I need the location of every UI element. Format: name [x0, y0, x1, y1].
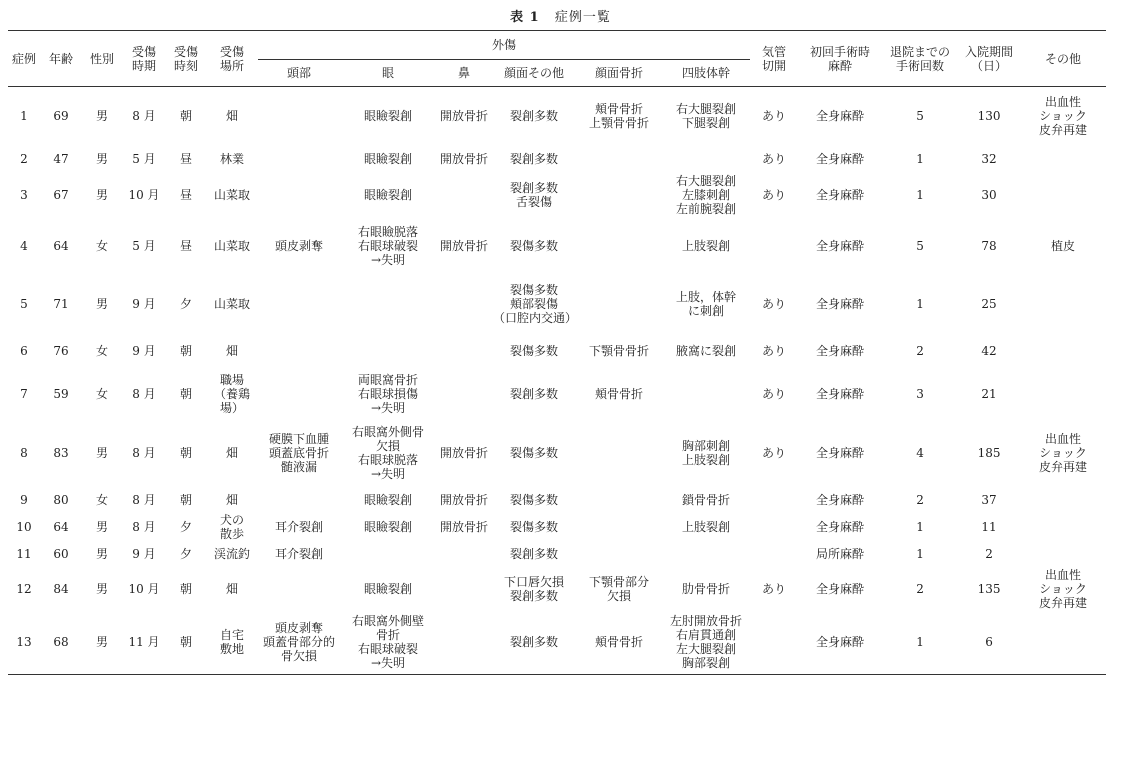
cell-limbs: 胸部刺創 上肢裂創 [682, 438, 731, 467]
cell-age: 71 [53, 296, 69, 311]
cell-age: 76 [53, 343, 69, 358]
cell-head [258, 145, 340, 173]
cell-tracheotomy: あり [762, 581, 787, 596]
cell-limbs: 右大腿裂創 下腿裂創 [676, 101, 737, 130]
cell-injury-month: 9 月 [132, 546, 156, 561]
table-row [8, 419, 1106, 487]
cell-sex: 男 [95, 519, 108, 534]
cell-face-other: 裂傷多数 [509, 492, 558, 507]
cell-limbs: 右大腿裂創 左膝刺創 左前腕裂創 [676, 173, 737, 216]
cell-other [1020, 487, 1106, 513]
cell-sex: 男 [95, 445, 108, 460]
cell-case: 10 [16, 519, 32, 534]
cell-nose: 開放骨折 [439, 492, 488, 507]
cell-age: 64 [53, 238, 69, 253]
cell-eye [340, 541, 436, 567]
cell-face-fracture [576, 487, 662, 513]
header-anesthesia: 初回手術時 麻酔 [798, 31, 882, 87]
cell-nose [436, 567, 492, 611]
cell-face-other: 裂傷多数 [509, 343, 558, 358]
cell-face-fracture [576, 217, 662, 275]
table-row [8, 611, 1106, 675]
cell-hospital-days: 130 [977, 108, 1001, 123]
cell-injury-time: 朝 [179, 343, 192, 358]
cell-anesthesia: 全身麻酔 [816, 238, 865, 253]
cell-face-other: 裂傷多数 [509, 445, 558, 460]
table-row [8, 275, 1106, 333]
table-row [8, 541, 1106, 567]
cell-surgery-count: 1 [882, 611, 958, 675]
cell-injury-place: 畑 [225, 343, 238, 358]
cell-tracheotomy [750, 611, 798, 675]
cell-surgery-count: 3 [916, 386, 924, 401]
cell-sex: 男 [82, 611, 122, 675]
case-table [8, 30, 1106, 675]
cell-surgery-count: 2 [916, 343, 924, 358]
cell-case: 5 [20, 296, 28, 311]
cell-surgery-count: 1 [916, 546, 924, 561]
cell-limbs [662, 369, 750, 419]
cell-nose: 開放骨折 [439, 445, 488, 460]
cell-face-other: 裂創多数 [509, 108, 558, 123]
cell-limbs: 上肢裂創 [682, 238, 731, 253]
cell-face-fracture: 頬骨骨折 [594, 386, 643, 401]
cell-injury-time: 朝 [179, 445, 192, 460]
cell-sex: 男 [95, 581, 108, 596]
cell-eye: 眼瞼裂創 [363, 151, 412, 166]
cell-other [1020, 275, 1106, 333]
cell-head [258, 369, 340, 419]
cell-nose [436, 369, 492, 419]
cell-face-fracture [576, 513, 662, 541]
cell-case: 6 [20, 343, 28, 358]
cell-hospital-days: 32 [981, 151, 997, 166]
cell-anesthesia: 全身麻酔 [816, 108, 865, 123]
cell-eye [340, 333, 436, 369]
cell-injury-place: 山菜取 [213, 238, 250, 253]
header-eye: 眼 [340, 60, 436, 87]
cell-case: 8 [20, 445, 28, 460]
header-limbs: 四肢体幹 [662, 60, 750, 87]
cell-head [258, 333, 340, 369]
table-row [8, 513, 1106, 541]
cell-tracheotomy [750, 541, 798, 567]
cell-anesthesia: 局所麻酔 [816, 546, 865, 561]
cell-injury-time: 夕 [179, 546, 192, 561]
header-injury-time: 受傷 時刻 [166, 31, 206, 87]
cell-anesthesia: 全身麻酔 [816, 296, 865, 311]
cell-head: 頭皮剥奪 [274, 238, 323, 253]
cell-injury-month: 8 月 [132, 445, 156, 460]
cell-injury-place: 自宅 敷地 [206, 611, 258, 675]
cell-injury-month: 9 月 [132, 296, 156, 311]
header-head: 頭部 [258, 60, 340, 87]
cell-sex: 女 [95, 238, 108, 253]
cell-limbs [662, 145, 750, 173]
cell-face-fracture: 下顎骨部分 欠損 [588, 574, 649, 603]
cell-face-fracture: 頬骨骨折 [576, 611, 662, 675]
table-caption [0, 6, 1121, 25]
cell-other: 出血性 ショック 皮弁再建 [1039, 94, 1088, 137]
cell-other [1020, 173, 1106, 217]
cell-injury-place: 職場 （養鶏場） [213, 372, 250, 415]
cell-hospital-days: 78 [981, 238, 997, 253]
cell-surgery-count: 4 [916, 445, 924, 460]
cell-injury-month: 11 月 [122, 611, 166, 675]
cell-case: 2 [20, 151, 28, 166]
cell-hospital-days: 21 [981, 386, 997, 401]
cell-age: 68 [40, 611, 82, 675]
cell-other [1020, 541, 1106, 567]
cell-limbs: 腋窩に裂創 [676, 343, 737, 358]
cell-injury-place: 畑 [225, 581, 238, 596]
cell-head: 頭皮剥奪 頭蓋骨部分的 骨欠損 [258, 611, 340, 675]
cell-hospital-days: 37 [981, 492, 997, 507]
cell-case: 1 [20, 108, 28, 123]
cell-eye: 眼瞼裂創 [363, 187, 412, 202]
header-trauma: 外傷 [258, 31, 750, 60]
cell-injury-time: 昼 [179, 238, 192, 253]
cell-injury-time: 朝 [179, 108, 192, 123]
cell-surgery-count: 5 [916, 238, 924, 253]
cell-tracheotomy: あり [762, 343, 787, 358]
cell-other [1020, 369, 1106, 419]
cell-other: 出血性 ショック 皮弁再建 [1039, 567, 1088, 610]
cell-nose: 開放骨折 [439, 151, 488, 166]
cell-injury-place: 畑 [225, 108, 238, 123]
table-row [8, 369, 1106, 419]
cell-injury-month: 8 月 [132, 519, 156, 534]
cell-tracheotomy [750, 513, 798, 541]
cell-limbs: 上肢，体幹 に刺創 [676, 289, 737, 318]
cell-eye: 右眼窩外側骨 欠損 右眼球脱落 →失明 [351, 424, 424, 481]
cell-injury-month: 10 月 [128, 187, 160, 202]
cell-sex: 男 [95, 187, 108, 202]
cell-head [258, 567, 340, 611]
cell-case: 3 [20, 187, 28, 202]
cell-head [258, 487, 340, 513]
cell-surgery-count: 5 [916, 108, 924, 123]
cell-age: 84 [53, 581, 69, 596]
cell-injury-place: 山菜取 [213, 296, 250, 311]
cell-hospital-days: 135 [977, 581, 1001, 596]
cell-face-other: 裂創多数 舌裂傷 [509, 180, 558, 209]
cell-hospital-days: 42 [981, 343, 997, 358]
cell-head [258, 275, 340, 333]
cell-nose [436, 275, 492, 333]
cell-injury-time: 朝 [179, 386, 192, 401]
cell-injury-month: 8 月 [132, 108, 156, 123]
cell-face-fracture [576, 541, 662, 567]
cell-limbs [662, 541, 750, 567]
cell-sex: 男 [95, 296, 108, 311]
cell-age: 80 [53, 492, 69, 507]
header-injury-month: 受傷 時期 [122, 31, 166, 87]
cell-anesthesia: 全身麻酔 [798, 611, 882, 675]
cell-hospital-days: 6 [958, 611, 1020, 675]
cell-nose: 開放骨折 [439, 238, 488, 253]
cell-limbs: 上肢裂創 [682, 519, 731, 534]
cell-eye: 眼瞼裂創 [363, 492, 412, 507]
cell-anesthesia: 全身麻酔 [816, 187, 865, 202]
cell-surgery-count: 2 [916, 581, 924, 596]
cell-case: 11 [16, 546, 32, 561]
cell-injury-time: 朝 [166, 611, 206, 675]
cell-anesthesia: 全身麻酔 [816, 581, 865, 596]
cell-other [1020, 145, 1106, 173]
cell-other: 植皮 [1051, 238, 1076, 253]
cell-face-other: 裂創多数 [509, 386, 558, 401]
cell-face-other: 裂傷多数 [509, 238, 558, 253]
cell-age: 69 [53, 108, 69, 123]
cell-age: 60 [53, 546, 69, 561]
cell-injury-month: 8 月 [132, 386, 156, 401]
cell-anesthesia: 全身麻酔 [816, 151, 865, 166]
cell-age: 47 [53, 151, 69, 166]
cell-age: 64 [53, 519, 69, 534]
cell-nose [436, 611, 492, 675]
cell-nose [436, 333, 492, 369]
cell-case: 7 [20, 386, 28, 401]
table-number: 表 1 [510, 10, 540, 25]
header-age: 年齢 [40, 31, 82, 87]
cell-injury-month: 8 月 [132, 492, 156, 507]
cell-tracheotomy: あり [762, 296, 787, 311]
cell-sex: 女 [95, 492, 108, 507]
table-title: 症例一覧 [554, 10, 611, 25]
cell-hospital-days: 11 [981, 519, 997, 534]
cell-face-other: 裂傷多数 [509, 519, 558, 534]
cell-limbs: 肋骨骨折 [682, 581, 731, 596]
cell-injury-month: 10 月 [128, 581, 160, 596]
cell-face-other: 下口唇欠損 裂創多数 [503, 574, 564, 603]
cell-eye: 眼瞼裂創 [363, 581, 412, 596]
cell-age: 59 [53, 386, 69, 401]
cell-head: 耳介裂創 [274, 546, 323, 561]
header-face-other: 顔面その他 [492, 60, 576, 87]
cell-face-fracture: 下顎骨骨折 [588, 343, 649, 358]
header-face-fracture: 顔面骨折 [576, 60, 662, 87]
header-nose: 鼻 [436, 60, 492, 87]
cell-eye: 右眼瞼脱落 右眼球破裂 →失明 [357, 224, 418, 267]
table-row [8, 145, 1106, 173]
table-row [8, 487, 1106, 513]
cell-injury-time: 朝 [179, 492, 192, 507]
cell-head [258, 173, 340, 217]
cell-nose: 開放骨折 [439, 519, 488, 534]
table-row [8, 87, 1106, 145]
cell-surgery-count: 1 [916, 187, 924, 202]
cell-hospital-days: 25 [981, 296, 997, 311]
cell-limbs: 左肘開放骨折 右肩貫通創 左大腿裂創 胸部裂創 [662, 611, 750, 675]
cell-injury-month: 5 月 [132, 238, 156, 253]
cell-tracheotomy: あり [762, 151, 787, 166]
cell-age: 83 [53, 445, 69, 460]
cell-face-other: 裂創多数 [492, 611, 576, 675]
cell-injury-place: 畑 [225, 445, 238, 460]
cell-hospital-days: 30 [981, 187, 997, 202]
cell-sex: 男 [95, 108, 108, 123]
cell-face-other: 裂創多数 [509, 151, 558, 166]
cell-injury-time: 昼 [179, 187, 192, 202]
cell-tracheotomy: あり [762, 386, 787, 401]
cell-eye [340, 275, 436, 333]
cell-other: 出血性 ショック 皮弁再建 [1039, 431, 1088, 474]
table-header [8, 31, 1106, 87]
cell-injury-place: 畑 [225, 492, 238, 507]
cell-injury-place: 渓流釣 [213, 546, 250, 561]
cell-face-fracture [576, 419, 662, 487]
table-row [8, 333, 1106, 369]
cell-other [1020, 333, 1106, 369]
cell-tracheotomy: あり [762, 108, 787, 123]
cell-injury-time: 夕 [179, 296, 192, 311]
cell-anesthesia: 全身麻酔 [816, 386, 865, 401]
cell-face-fracture [576, 145, 662, 173]
cell-eye: 眼瞼裂創 [363, 519, 412, 534]
cell-surgery-count: 1 [916, 296, 924, 311]
cell-sex: 女 [95, 386, 108, 401]
table-row [8, 173, 1106, 217]
cell-hospital-days: 185 [977, 445, 1001, 460]
cell-case: 13 [8, 611, 40, 675]
cell-anesthesia: 全身麻酔 [816, 519, 865, 534]
cell-limbs: 鎖骨骨折 [682, 492, 731, 507]
cell-sex: 女 [95, 343, 108, 358]
header-injury-place: 受傷 場所 [206, 31, 258, 87]
cell-injury-time: 朝 [179, 581, 192, 596]
cell-nose: 開放骨折 [439, 108, 488, 123]
header-sex: 性別 [82, 31, 122, 87]
cell-case: 12 [16, 581, 32, 596]
header-surgery-count: 退院までの 手術回数 [882, 31, 958, 87]
cell-other [1020, 513, 1106, 541]
cell-anesthesia: 全身麻酔 [816, 492, 865, 507]
cell-eye: 眼瞼裂創 [363, 108, 412, 123]
cell-anesthesia: 全身麻酔 [816, 343, 865, 358]
cell-case: 9 [20, 492, 28, 507]
case-table-container [8, 30, 1106, 675]
cell-tracheotomy [750, 487, 798, 513]
cell-head: 硬膜下血腫 頭蓋底骨折 髄液漏 [268, 431, 329, 474]
cell-injury-place: 犬の 散歩 [219, 512, 244, 541]
table-row [8, 217, 1106, 275]
cell-sex: 男 [95, 151, 108, 166]
cell-injury-month: 5 月 [132, 151, 156, 166]
cell-tracheotomy: あり [762, 187, 787, 202]
cell-face-other: 裂創多数 [509, 546, 558, 561]
cell-nose [436, 173, 492, 217]
cell-injury-time: 夕 [179, 519, 192, 534]
header-case: 症例 [8, 31, 40, 87]
cell-face-fracture [576, 173, 662, 217]
header-other: その他 [1020, 31, 1106, 87]
header-hospital-days: 入院期間 （日） [958, 31, 1020, 87]
table-body [8, 87, 1106, 675]
cell-tracheotomy [750, 217, 798, 275]
cell-face-other: 裂傷多数 頬部裂傷 （口腔内交通） [493, 282, 578, 325]
cell-injury-place: 山菜取 [213, 187, 250, 202]
cell-nose [436, 541, 492, 567]
cell-head: 耳介裂創 [274, 519, 323, 534]
cell-surgery-count: 2 [916, 492, 924, 507]
cell-anesthesia: 全身麻酔 [816, 445, 865, 460]
cell-head [258, 87, 340, 145]
cell-injury-time: 昼 [179, 151, 192, 166]
cell-eye: 両眼窩骨折 右眼球損傷 →失明 [357, 372, 418, 415]
cell-case: 4 [20, 238, 28, 253]
cell-face-fracture [576, 275, 662, 333]
cell-face-fracture: 頬骨骨折 上顎骨骨折 [588, 101, 649, 130]
cell-other [1020, 611, 1106, 675]
cell-sex: 男 [95, 546, 108, 561]
cell-surgery-count: 1 [916, 519, 924, 534]
cell-eye: 右眼窩外側壁 骨折 右眼球破裂 →失明 [340, 611, 436, 675]
cell-tracheotomy: あり [762, 445, 787, 460]
cell-age: 67 [53, 187, 69, 202]
cell-injury-month: 9 月 [132, 343, 156, 358]
cell-hospital-days: 2 [985, 546, 993, 561]
cell-injury-place: 林業 [219, 151, 244, 166]
table-row [8, 567, 1106, 611]
header-tracheotomy: 気管 切開 [750, 31, 798, 87]
cell-surgery-count: 1 [916, 151, 924, 166]
